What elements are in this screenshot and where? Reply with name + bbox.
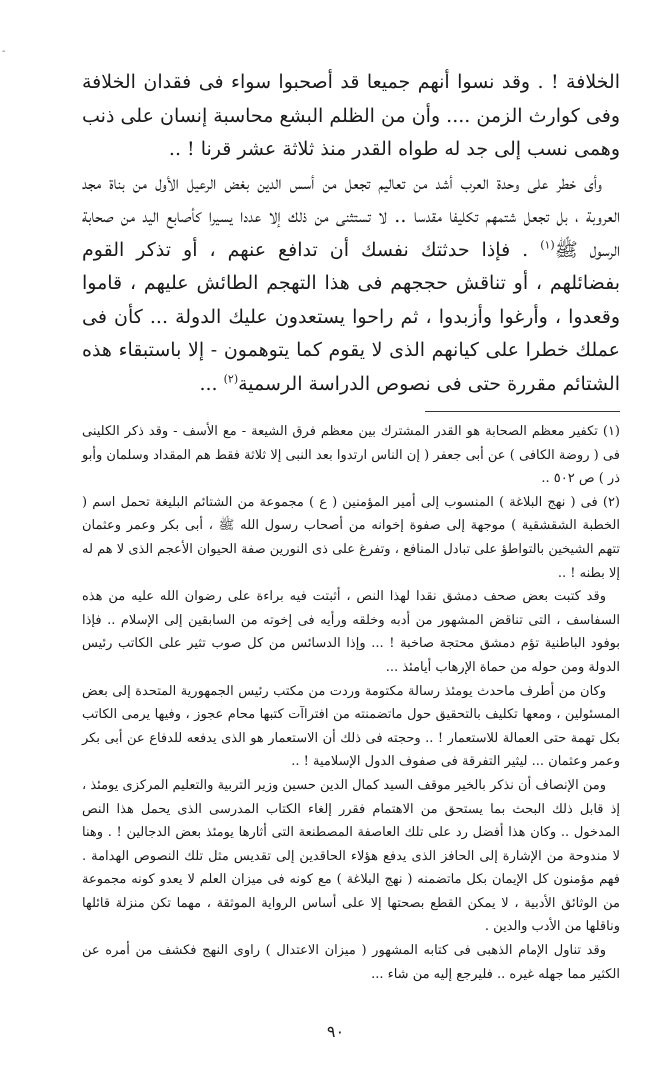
main-text (82, 66, 620, 401)
page-content (82, 66, 620, 986)
footnote-ref-2: (٢) (223, 372, 239, 386)
paragraph-1-text: الخلافة ! . وقد نسوا أنهم جميعا قد أصحبوا سواء فى فقدان الخلافة وفى كوارث الزمن .... وأن من الظلم البشع محاسبة إنسان على ذنب وهمى نسب إلى جد له طواه القدر منذ ثلاثة عشر قرنا ! .. (82, 71, 620, 160)
paragraph-2-end: ... (199, 372, 218, 395)
footnote-2-para-5: وقد تناول الإمام الذهبى فى كتابه المشهور ( ميزان الاعتدال ) راوى النهج فكشف من أمره عن الكثير مما جهله غيره .. فليرجع إليه من شاء ... (82, 943, 620, 982)
paragraph-1 (82, 66, 620, 167)
page-number: ٩٠ (326, 1022, 345, 1041)
footnote-2: (٢) فى ( نهج البلاغة ) المنسوب إلى أمير المؤمنين ( ع ) مجموعة من الشتائم البليغة تحمل اسم ( الخطبة الشقشقية ) موجهة إلى صفوة إخوانه من أصحاب رسول الله ﷺ ، أبى بكر وعمر وعثمان تتهم الشيخين بالتواطؤ على تبادل المنافع ، وتفرغ على ذى النورين صفة الحيوان الأعجم الذى لا هم له إلا بطنه ! .. (82, 494, 620, 581)
footnote-ref-1: (١) (540, 238, 555, 252)
footnote-1: (١) تكفير معظم الصحابة هو القدر المشترك بين معظم فرق الشيعة - مع الأسف - وقد ذكر الكلينى فى ( روضة الكافى ) عن أبى جعفر ( إن الناس ارتدوا بعد النبى إلا ثلاثة فقط هم المقداد وسلمان وأبو ذر ) ص ٥٠٢ .. (82, 424, 620, 487)
paragraph-2 (82, 167, 620, 402)
paragraph-2-cont: . فإذا حدثتك نفسك أن تدافع عنهم ، أو تذكر القوم بفضائلهم ، أو تناقش حججهم فى هذا التهجم الطائش عليهم ، قاموا وقعدوا ، وأرغوا وأزبدوا ، ثم راحوا يستعدون عليك الدولة ... كأن فى عملك خطرا على كيانهم الذى لا يقوم كما يتوهمون - إلا باستبقاء هذه الشتائم مقررة حتى فى نصوص الدراسة الرسمية (82, 238, 620, 395)
footnote-separator (425, 411, 620, 412)
footnote-2-para-2: وقد كتبت بعض صحف دمشق نقدا لهذا النص ، أثبتت فيه براءة على رضوان الله عليه من هذه السفاسف ، التى تناقض المشهور من أدبه وخلقه ورأيه فى إخوته من السابقين إلى الإسلام .. فإذا بوفود الباطنية تؤم دمشق محتجة صاخبة ! ... وإذا الدسائس من كل صوب تثير على الكاتب رئيس الدولة ومن حوله من حماة الإرهاب أيامئذ ... (82, 589, 620, 675)
margin-mark: - (2, 46, 6, 57)
footnote-2-para-3: وكان من أطرف ماحدث يومئذ رسالة مكتومة وردت من مكتب رئيس الجمهورية المتحدة إلى بعض المسئولين ، ومعها تكليف بالتحقيق حول ماتضمنته من افتراآت كتبها محام عجوز ، وفيها يرمى الكاتب بكل تهمة حتى العمالة للاستعمار ! .. وحجته فى ذلك أن الاستعمار هو الذى يدفعه للدفاع عن أبى بكر وعمر وعثمان ... ليثير التفرقة فى صفوف الدول الإسلامية ! .. (82, 683, 620, 770)
footnote-2-para-4: ومن الإنصاف أن نذكر بالخير موقف السيد كمال الدين حسين وزير التربية والتعليم المركزى يومئذ ، إذ قابل ذلك البحث بما يستحق من الاهتمام فقرر إلغاء الكتاب المدرسى الذى يحمل هذا النص المدخول .. وكان هذا أفضل رد على تلك العاصفة المصطنعة التى أثارها يومئذ بعض الدجالين ! . وهنا لا مندوحة من الإشارة إلى الحافز الذى يدفع هؤلاء الحاقدين إلى تقديس مثل تلك النصوص الهدامة . فهم مؤمنون كل الإيمان بكل ماتضمنه ( نهج البلاغة ) مع كونه فى ميزان العلم لا يعدو كونه مجموعة من الوثائق الأدبية ، لا يمكن القطع بصحتها إلا على أساس الرواية الموثقة ، مهما تكن منزلة قائلها وناقلها من الأدب والدين . (82, 777, 621, 935)
footnotes (82, 420, 620, 986)
paragraph-2-text: وأى خطر على وحدة العرب أشد من تعاليم تجعل من أسس الدين بغض الرعيل الأول من بناة مجد العروبة ، بل تجعل شتمهم تكليفا مقدسا .. لا تستثنى من ذلك إلا عددا يسيرا كأصابع اليد من صحابة الرسول ﷺ (82, 171, 621, 261)
